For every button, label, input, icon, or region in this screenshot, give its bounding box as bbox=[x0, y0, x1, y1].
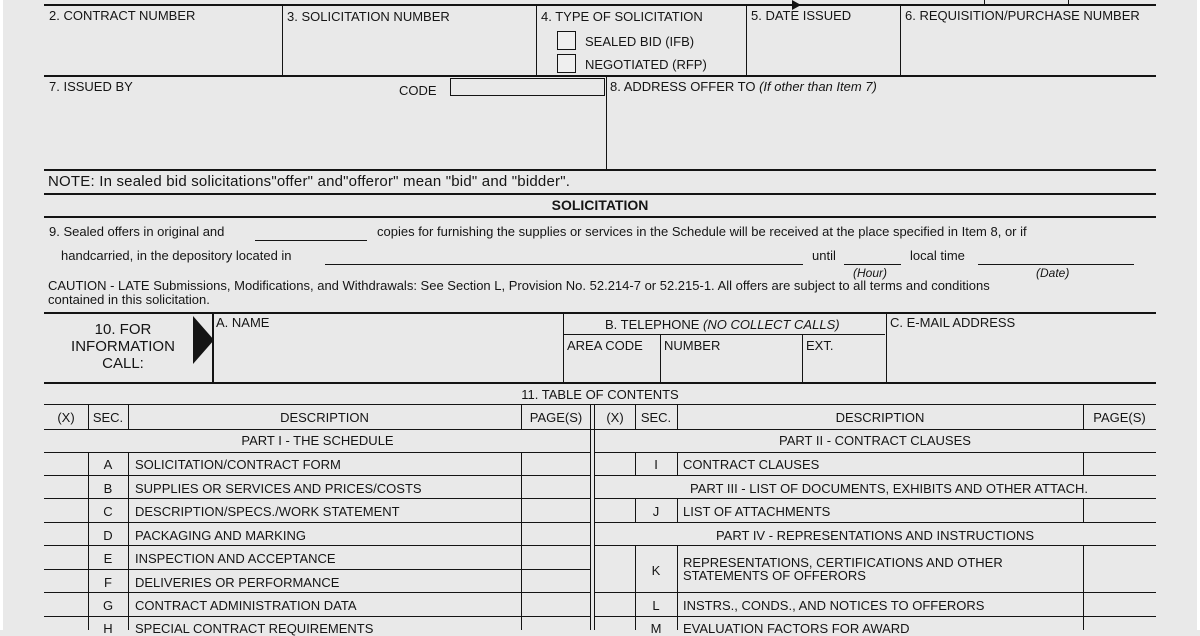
caution-line-1: CAUTION - LATE Submissions, Modifications, and Withdrawals: See Section L, Provision No. 52.214-7 or 52.215-1. All offers are subject to all terms and conditions bbox=[48, 278, 990, 293]
caution-line-2: contained in this solicitation. bbox=[48, 292, 210, 307]
requisition-number-label: 6. REQUISITION/PURCHASE NUMBER bbox=[905, 8, 1140, 23]
toc-row-desc-k-1: REPRESENTATIONS, CERTIFICATIONS AND OTHER bbox=[683, 555, 1003, 570]
date-issued-label: 5. DATE ISSUED bbox=[751, 8, 852, 23]
toc-col-desc-right: DESCRIPTION bbox=[835, 410, 925, 425]
name-label: A. NAME bbox=[216, 315, 270, 330]
toc-row-desc: DESCRIPTION/SPECS./WORK STATEMENT bbox=[135, 504, 400, 519]
toc-row-sec: D bbox=[103, 528, 113, 543]
toc-row-sec: F bbox=[104, 575, 112, 590]
toc-col-pages: PAGE(S) bbox=[529, 410, 583, 425]
toc-row-sec-l: L bbox=[652, 598, 660, 613]
toc-row-desc: SUPPLIES OR SERVICES AND PRICES/COSTS bbox=[135, 481, 422, 496]
toc-row-sec: C bbox=[103, 504, 113, 519]
area-code-label: AREA CODE bbox=[567, 338, 643, 353]
hour-field[interactable] bbox=[844, 264, 901, 265]
local-time-label: local time bbox=[910, 248, 965, 263]
note-text: NOTE: In sealed bid solicitations"offer" and"offeror" mean "bid" and "bidder". bbox=[48, 173, 571, 190]
toc-row-desc: CONTRACT ADMINISTRATION DATA bbox=[135, 598, 357, 613]
code-field[interactable] bbox=[450, 78, 605, 96]
depository-field[interactable] bbox=[325, 264, 803, 265]
toc-row-sec-j: J bbox=[652, 504, 660, 519]
toc-row-desc: INSPECTION AND ACCEPTANCE bbox=[135, 551, 336, 566]
copies-field[interactable] bbox=[255, 240, 367, 241]
toc-col-sec-right: SEC. bbox=[640, 410, 672, 425]
date-field[interactable] bbox=[978, 264, 1134, 265]
email-label: C. E-MAIL ADDRESS bbox=[890, 315, 1016, 330]
toc-row-desc-i: CONTRACT CLAUSES bbox=[683, 457, 820, 472]
toc-col-desc: DESCRIPTION bbox=[280, 410, 369, 425]
item9-text-c: handcarried, in the depository located in bbox=[61, 248, 292, 263]
telephone-label: B. TELEPHONE (NO COLLECT CALLS) bbox=[605, 317, 840, 332]
left-page-edge bbox=[0, 0, 3, 630]
toc-title: 11. TABLE OF CONTENTS bbox=[521, 387, 679, 402]
code-label: CODE bbox=[399, 83, 437, 98]
toc-row-desc-j: LIST OF ATTACHMENTS bbox=[683, 504, 831, 519]
toc-row-desc: SPECIAL CONTRACT REQUIREMENTS bbox=[135, 621, 374, 636]
toc-row-sec: E bbox=[103, 551, 113, 566]
solicitation-number-label: 3. SOLICITATION NUMBER bbox=[287, 9, 450, 24]
number-label: NUMBER bbox=[664, 338, 721, 353]
info-call-label: 10. FOR INFORMATION CALL: bbox=[71, 321, 175, 372]
toc-row-desc-m: EVALUATION FACTORS FOR AWARD bbox=[683, 621, 910, 636]
negotiated-label: NEGOTIATED (RFP) bbox=[585, 57, 707, 72]
toc-row-sec-i: I bbox=[654, 457, 658, 472]
part3-heading: PART III - LIST OF DOCUMENTS, EXHIBITS AND OTHER ATTACH. bbox=[690, 481, 1088, 496]
address-offer-to-label: 8. ADDRESS OFFER TO (If other than Item 7) bbox=[610, 79, 877, 94]
part1-heading: PART I - THE SCHEDULE bbox=[241, 433, 394, 448]
toc-row-desc: SOLICITATION/CONTRACT FORM bbox=[135, 457, 341, 472]
until-label: until bbox=[812, 248, 836, 263]
toc-row-desc: DELIVERIES OR PERFORMANCE bbox=[135, 575, 340, 590]
toc-row-desc-l: INSTRS., CONDS., AND NOTICES TO OFFERORS bbox=[683, 598, 985, 613]
date-caption: (Date) bbox=[1036, 266, 1070, 280]
toc-row-sec-k: K bbox=[651, 563, 661, 578]
toc-row-desc: PACKAGING AND MARKING bbox=[135, 528, 306, 543]
item9-text-b: copies for furnishing the supplies or services in the Schedule will be received at the place specified in Item 8, or if bbox=[377, 224, 1027, 239]
info-call-arrow bbox=[193, 316, 214, 364]
sealed-bid-label: SEALED BID (IFB) bbox=[585, 34, 695, 49]
sealed-bid-checkbox[interactable] bbox=[557, 31, 576, 50]
hour-caption: (Hour) bbox=[853, 266, 888, 280]
solicitation-type-label: 4. TYPE OF SOLICITATION bbox=[541, 9, 703, 24]
toc-row-sec: G bbox=[102, 598, 114, 613]
toc-row-sec: A bbox=[103, 457, 113, 472]
toc-col-pages-right: PAGE(S) bbox=[1093, 410, 1146, 425]
ext-label: EXT. bbox=[806, 338, 834, 353]
part4-heading: PART IV - REPRESENTATIONS AND INSTRUCTIONS bbox=[715, 528, 1035, 543]
solicitation-heading: SOLICITATION bbox=[551, 197, 649, 213]
toc-col-x: (X) bbox=[57, 410, 75, 425]
toc-col-x-right: (X) bbox=[606, 410, 624, 425]
toc-col-sec: SEC. bbox=[92, 410, 124, 425]
contract-number-label: 2. CONTRACT NUMBER bbox=[49, 8, 196, 23]
toc-row-sec: H bbox=[103, 621, 113, 636]
part2-heading: PART II - CONTRACT CLAUSES bbox=[779, 433, 971, 448]
toc-row-sec-m: M bbox=[650, 621, 662, 636]
toc-row-sec: B bbox=[103, 481, 113, 496]
issued-by-label: 7. ISSUED BY bbox=[49, 79, 133, 94]
negotiated-checkbox[interactable] bbox=[557, 54, 576, 73]
item9-text-a: 9. Sealed offers in original and bbox=[49, 224, 225, 239]
toc-row-desc-k-2: STATEMENTS OF OFFERORS bbox=[683, 568, 866, 583]
